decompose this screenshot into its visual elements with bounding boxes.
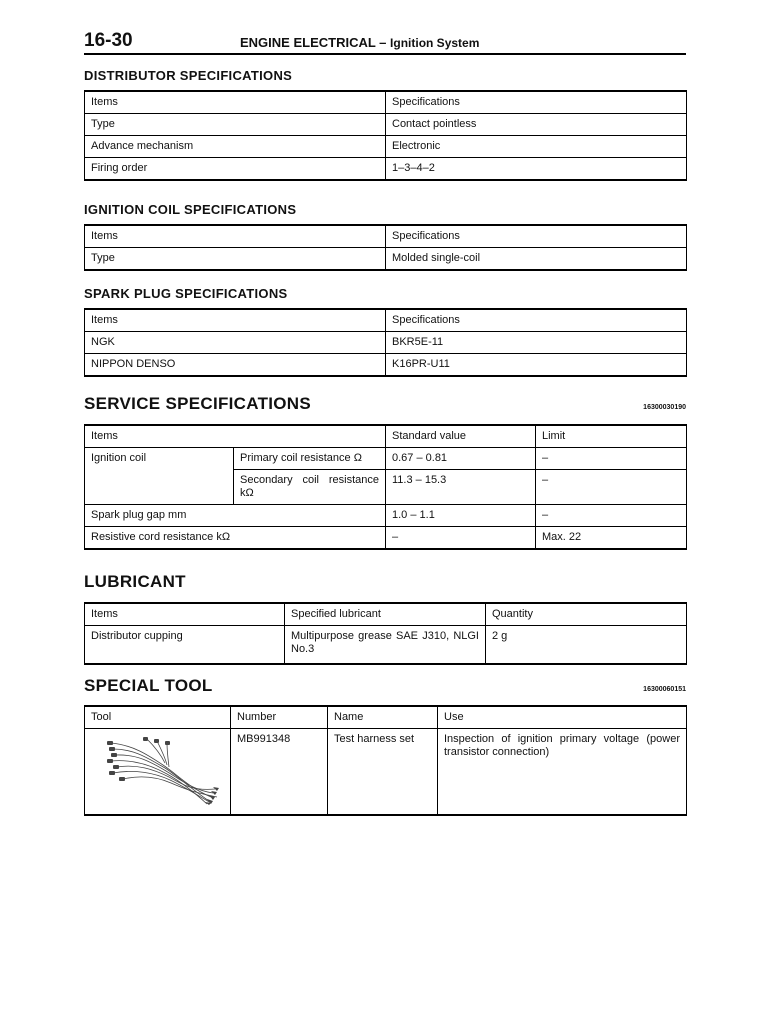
table-row [85, 448, 687, 470]
column-header: Items [85, 91, 386, 114]
spec-cell: Electronic [386, 136, 687, 158]
item-cell: Type [85, 114, 386, 136]
column-header: Number [231, 706, 328, 729]
spark-plug-heading: SPARK PLUG SPECIFICATIONS [84, 286, 288, 301]
column-header: Items [85, 425, 386, 448]
item-cell: NIPPON DENSO [85, 354, 386, 377]
tool-name-cell: Test harness set [328, 729, 438, 815]
table-row [85, 332, 687, 354]
table-row [85, 114, 687, 136]
spec-cell: Molded single-coil [386, 248, 687, 271]
test-harness-illustration [103, 735, 223, 805]
spec-cell: 1–3–4–2 [386, 158, 687, 181]
table-row [85, 158, 687, 181]
quantity-cell: 2 g [486, 626, 687, 664]
table-row [85, 626, 687, 664]
special-tool-heading: SPECIAL TOOL [84, 676, 213, 695]
limit-cell: Max. 22 [536, 527, 687, 550]
table-header-row [85, 91, 687, 114]
ignition-coil-group-cell: Ignition coil [85, 448, 234, 505]
limit-cell: – [536, 470, 687, 505]
table-row [85, 505, 687, 527]
page-header [84, 30, 686, 54]
column-header: Use [438, 706, 687, 729]
table-row [85, 136, 687, 158]
section-title: ENGINE ELECTRICAL [240, 35, 376, 50]
tool-number-cell: MB991348 [231, 729, 328, 815]
table-header-row [85, 706, 687, 729]
spark-plug-table [84, 308, 687, 377]
column-header: Specifications [386, 309, 687, 332]
item-cell: Distributor cupping [85, 626, 285, 664]
special-tool-table [84, 705, 687, 816]
standard-value-cell: 1.0 – 1.1 [386, 505, 536, 527]
column-header: Tool [85, 706, 231, 729]
item-cell: Firing order [85, 158, 386, 181]
column-header: Specifications [386, 225, 687, 248]
tool-use-cell: Inspection of ignition primary voltage (power transistor connection) [438, 729, 687, 815]
lubricant-table [84, 602, 687, 665]
lubricant-heading: LUBRICANT [84, 572, 186, 591]
title-dash: – [375, 35, 391, 50]
standard-value-cell: 0.67 – 0.81 [386, 448, 536, 470]
item-cell: Primary coil resistance Ω [234, 448, 386, 470]
spec-cell: Contact pointless [386, 114, 687, 136]
service-ref-code: 16300030190 [643, 404, 686, 411]
standard-value-cell: – [386, 527, 536, 550]
tool-image-cell [85, 729, 231, 815]
table-header-row [85, 225, 687, 248]
table-header-row [85, 603, 687, 626]
section-subtitle: Ignition System [390, 36, 480, 50]
table-row [85, 729, 687, 815]
column-header: Limit [536, 425, 687, 448]
limit-cell: – [536, 505, 687, 527]
page-number: 16-30 [84, 30, 133, 51]
column-header: Items [85, 309, 386, 332]
service-heading: SERVICE SPECIFICATIONS [84, 394, 312, 413]
lubricant-cell: Multipurpose grease SAE J310, NLGI No.3 [285, 626, 486, 664]
table-header-row [85, 309, 687, 332]
item-cell: Advance mechanism [85, 136, 386, 158]
spec-cell: BKR5E-11 [386, 332, 687, 354]
special-tool-ref-code: 16300060151 [643, 686, 686, 693]
item-cell: Secondary coil resistance kΩ [234, 470, 386, 505]
column-header: Name [328, 706, 438, 729]
standard-value-cell: 11.3 – 15.3 [386, 470, 536, 505]
column-header: Items [85, 603, 285, 626]
item-cell: Type [85, 248, 386, 271]
distributor-table [84, 90, 687, 181]
column-header: Specifications [386, 91, 687, 114]
table-row [85, 248, 687, 271]
column-header: Standard value [386, 425, 536, 448]
column-header: Specified lubricant [285, 603, 486, 626]
distributor-heading: DISTRIBUTOR SPECIFICATIONS [84, 68, 293, 83]
ignition-coil-heading: IGNITION COIL SPECIFICATIONS [84, 202, 297, 217]
item-cell: Spark plug gap mm [85, 505, 386, 527]
column-header: Items [85, 225, 386, 248]
table-row [85, 527, 687, 550]
item-cell: Resistive cord resistance kΩ [85, 527, 386, 550]
header-rule [84, 53, 686, 55]
spec-cell: K16PR-U11 [386, 354, 687, 377]
ignition-coil-table [84, 224, 687, 271]
column-header: Quantity [486, 603, 687, 626]
limit-cell: – [536, 448, 687, 470]
service-table [84, 424, 687, 550]
item-cell: NGK [85, 332, 386, 354]
page-title [240, 35, 479, 50]
table-header-row [85, 425, 687, 448]
table-row [85, 354, 687, 377]
